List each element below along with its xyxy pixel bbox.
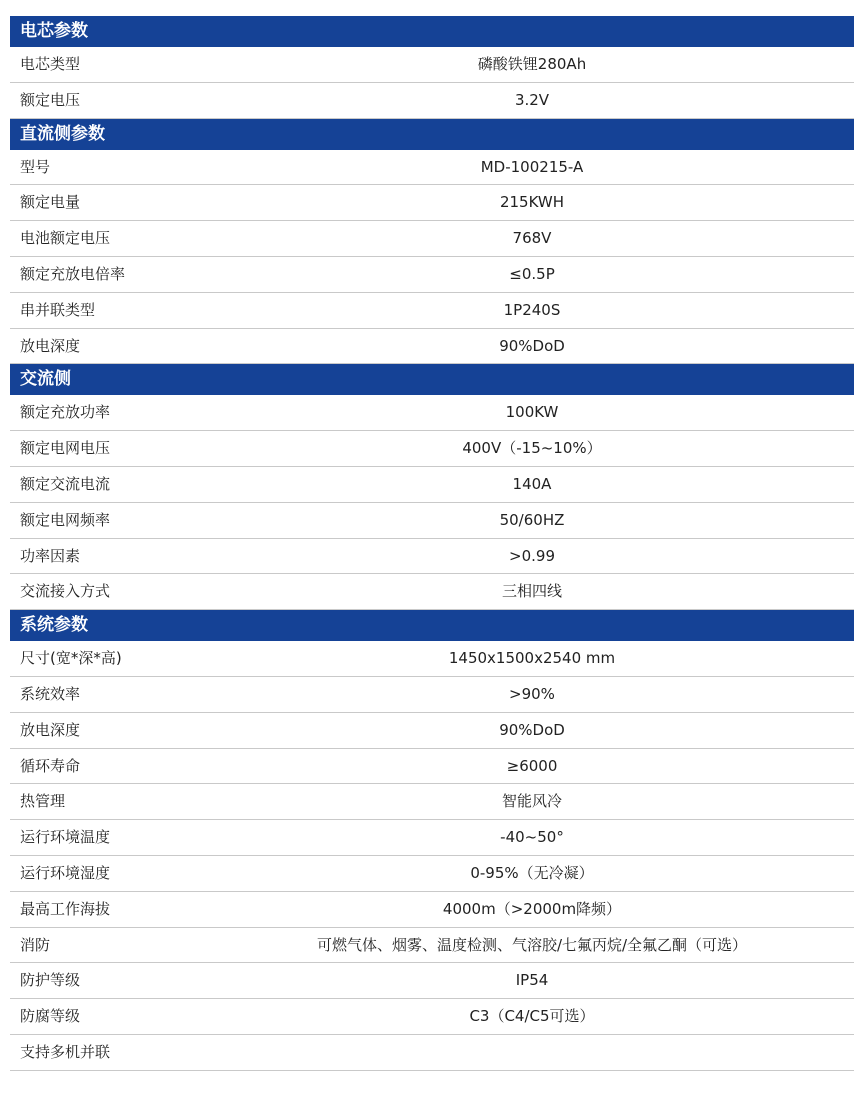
spec-row: [10, 539, 854, 575]
spec-label: 交流接入方式: [20, 582, 111, 601]
spec-value: >0.99: [509, 546, 555, 565]
spec-label: 串并联类型: [20, 300, 96, 319]
spec-label: 尺寸(宽*深*高): [20, 649, 122, 668]
spec-label: 放电深度: [20, 336, 81, 355]
spec-label: 最高工作海拔: [20, 899, 111, 918]
spec-label: 防腐等级: [20, 1007, 81, 1026]
spec-value: 3.2V: [514, 90, 550, 109]
spec-value: 400V（-15~10%）: [462, 439, 602, 458]
spec-label: 额定充放电倍率: [20, 264, 126, 283]
spec-label: 热管理: [20, 792, 66, 811]
spec-label: 循环寿命: [20, 756, 81, 775]
spec-row: [10, 928, 854, 964]
spec-row: [10, 329, 854, 365]
spec-row: [10, 574, 854, 610]
spec-value: -40~50°: [500, 828, 564, 847]
spec-row: [10, 677, 854, 713]
spec-table: [10, 16, 854, 1071]
section-header: 直流侧参数: [10, 119, 854, 150]
spec-row: [10, 257, 854, 293]
spec-value: IP54: [515, 971, 549, 990]
spec-value: 可燃气体、烟雾、温度检测、气溶胶/七氟丙烷/全氟乙酮（可选）: [316, 935, 748, 954]
spec-label: 额定充放功率: [20, 403, 111, 422]
spec-value: 磷酸铁锂280Ah: [477, 55, 587, 73]
spec-label: 消防: [20, 935, 51, 954]
spec-row: [10, 892, 854, 928]
spec-label: 功率因素: [20, 546, 81, 565]
spec-label: 系统效率: [20, 684, 81, 703]
spec-row: [10, 83, 854, 119]
spec-row: [10, 47, 854, 83]
spec-label: 支持多机并联: [20, 1042, 111, 1061]
spec-row: [10, 820, 854, 856]
spec-row: [10, 503, 854, 539]
spec-label: 额定电量: [20, 193, 81, 212]
section-header: 电芯参数: [10, 16, 854, 47]
spec-row: [10, 713, 854, 749]
spec-row: [10, 784, 854, 820]
spec-value: >90%: [509, 684, 555, 703]
spec-value: MD-100215-A: [480, 157, 584, 176]
spec-row: [10, 963, 854, 999]
spec-row: [10, 856, 854, 892]
spec-value: 90%DoD: [499, 336, 565, 355]
spec-row: [10, 221, 854, 257]
spec-row: [10, 1035, 854, 1071]
spec-row: [10, 395, 854, 431]
spec-value: 90%DoD: [499, 720, 565, 739]
spec-label: 运行环境温度: [20, 828, 111, 847]
spec-label: 额定电压: [20, 90, 81, 109]
spec-row: [10, 150, 854, 186]
spec-value: 4000m（>2000m降频）: [442, 899, 622, 918]
spec-label: 额定交流电流: [20, 474, 111, 493]
spec-value: 三相四线: [501, 582, 562, 601]
spec-value: 100KW: [505, 403, 559, 422]
spec-row: [10, 431, 854, 467]
spec-value: ≤0.5P: [509, 264, 555, 283]
spec-label: 防护等级: [20, 971, 81, 990]
spec-label: 型号: [20, 157, 51, 176]
spec-label: 运行环境湿度: [20, 863, 111, 882]
spec-value: 50/60HZ: [499, 510, 565, 529]
spec-value: 智能风冷: [501, 792, 562, 811]
spec-row: [10, 293, 854, 329]
spec-value: C3（C4/C5可选）: [469, 1007, 595, 1026]
spec-value: 768V: [512, 229, 552, 248]
section-header: 交流侧: [10, 364, 854, 395]
spec-row: [10, 185, 854, 221]
spec-value: 215KWH: [499, 193, 565, 212]
spec-label: 放电深度: [20, 720, 81, 739]
spec-label: 电芯类型: [20, 55, 81, 73]
spec-row: [10, 749, 854, 785]
spec-row: [10, 999, 854, 1035]
section-header: 系统参数: [10, 610, 854, 641]
spec-value: 140A: [512, 474, 552, 493]
spec-row: [10, 641, 854, 677]
spec-label: 额定电网电压: [20, 439, 111, 458]
spec-label: 电池额定电压: [20, 229, 111, 248]
spec-label: 额定电网频率: [20, 510, 111, 529]
spec-value: 1450x1500x2540 mm: [448, 649, 616, 668]
spec-value: 0-95%（无冷凝）: [470, 863, 594, 882]
spec-value: ≥6000: [506, 756, 558, 775]
spec-row: [10, 467, 854, 503]
spec-value: 1P240S: [503, 300, 561, 319]
